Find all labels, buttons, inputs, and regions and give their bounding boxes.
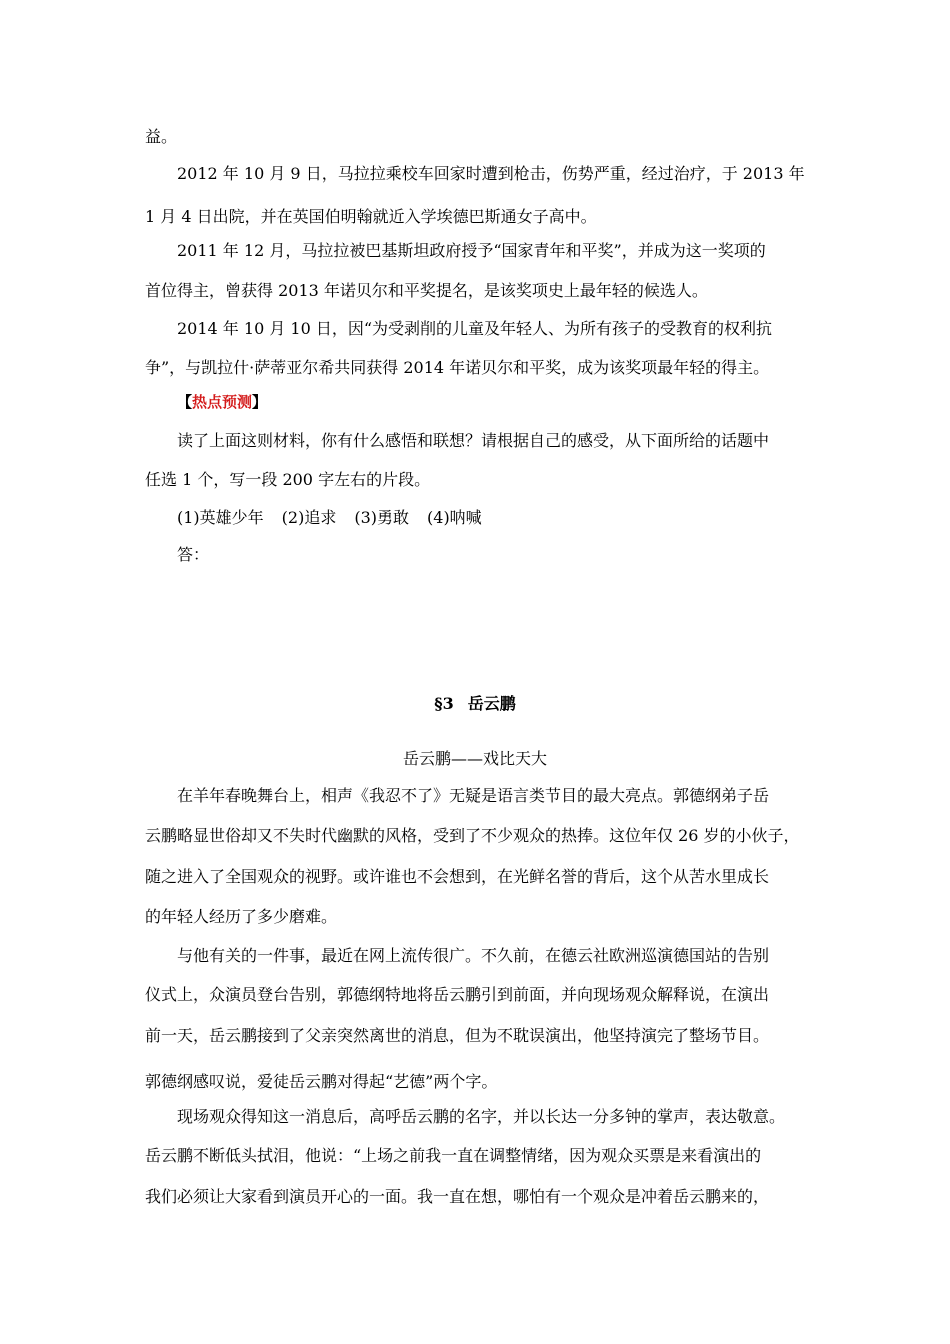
tag-bracket-close: 】 <box>252 393 268 411</box>
topic-option: (1)英雄少年 <box>177 508 264 527</box>
paragraph-line: 2014 年 10 月 10 日，因“为受剥削的儿童及年轻人、为所有孩子的受教育的权利抗 <box>177 319 773 338</box>
prompt-line: 读了上面这则材料，你有什么感悟和联想？请根据自己的感受，从下面所给的话题中 <box>177 431 770 450</box>
topic-option: (3)勇敢 <box>354 508 410 527</box>
paragraph-line: 我们必须让大家看到演员开心的一面。我一直在想，哪怕有一个观众是冲着岳云鹏来的， <box>145 1187 770 1206</box>
answer-label: 答： <box>177 545 210 564</box>
paragraph-line: 岳云鹏不断低头拭泪，他说：“上场之前我一直在调整情绪，因为观众买票是来看演出的 <box>145 1146 762 1165</box>
tag-bracket-open: 【 <box>177 393 193 411</box>
section-number: §3 <box>434 694 454 713</box>
paragraph-line: 现场观众得知这一消息后，高呼岳云鹏的名字，并以长达一分多钟的掌声，表达敬意。 <box>177 1107 786 1126</box>
topic-options <box>177 508 827 528</box>
paragraph-line: 郭德纲感叹说，爱徒岳云鹏对得起“艺德”两个字。 <box>145 1072 498 1091</box>
section-heading <box>0 694 950 714</box>
paragraph-line: 仪式上，众演员登台告别，郭德纲特地将岳云鹏引到前面，并向现场观众解释说，在演出 <box>145 985 770 1004</box>
paragraph-line: 前一天，岳云鹏接到了父亲突然离世的消息，但为不耽误演出，他坚持演完了整场节目。 <box>145 1026 770 1045</box>
prompt-line: 任选 1 个，写一段 200 字左右的片段。 <box>145 470 431 489</box>
paragraph-line: 2011 年 12 月，马拉拉被巴基斯坦政府授予“国家青年和平奖”，并成为这一奖项的 <box>177 241 766 260</box>
paragraph-line: 与他有关的一件事，最近在网上流传很广。不久前，在德云社欧洲巡演德国站的告别 <box>177 946 770 965</box>
paragraph-line: 云鹏略显世俗却又不失时代幽默的风格，受到了不少观众的热捧。这位年仅 26 岁的小伙子， <box>145 826 800 845</box>
paragraph-line: 2012 年 10 月 9 日，马拉拉乘校车回家时遭到枪击，伤势严重，经过治疗，于 2013 年 <box>177 164 805 183</box>
prediction-label: 热点预测 <box>192 393 253 411</box>
paragraph-line: 益。 <box>145 127 178 146</box>
paragraph-line: 争”，与凯拉什·萨蒂亚尔希共同获得 2014 年诺贝尔和平奖，成为该奖项最年轻的得主。 <box>145 358 770 377</box>
paragraph-line: 首位得主，曾获得 2013 年诺贝尔和平奖提名，是该奖项史上最年轻的候选人。 <box>145 281 708 300</box>
topic-option: (4)呐喊 <box>427 508 482 527</box>
paragraph-line: 在羊年春晚舞台上，相声《我忍不了》无疑是语言类节目的最大亮点。郭德纲弟子岳 <box>177 786 770 805</box>
article-subtitle: 岳云鹏——戏比天大 <box>402 749 547 768</box>
topic-option: (2)追求 <box>281 508 337 527</box>
paragraph-line: 随之进入了全国观众的视野。或许谁也不会想到，在光鲜名誉的背后，这个从苦水里成长 <box>145 867 770 886</box>
prediction-tag <box>177 392 267 412</box>
paragraph-line: 的年轻人经历了多少磨难。 <box>145 907 338 926</box>
paragraph-line: 1 月 4 日出院，并在英国伯明翰就近入学埃德巴斯通女子高中。 <box>145 207 597 226</box>
section-title: 岳云鹏 <box>467 694 516 713</box>
